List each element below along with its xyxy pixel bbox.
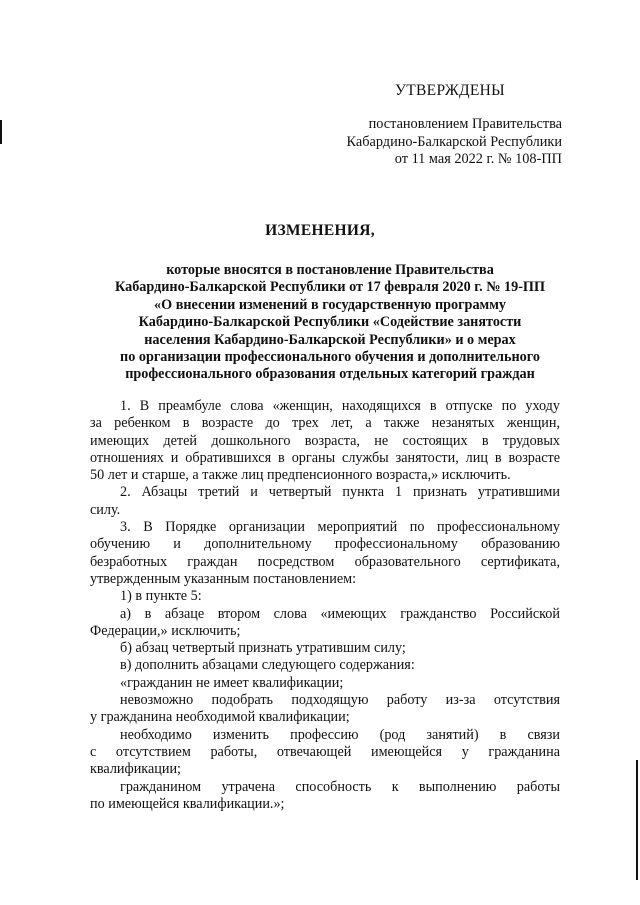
body-line: обучению и дополнительному профессиональному образованию: [90, 536, 560, 553]
subtitle-line: Кабардино-Балкарской Республики от 17 февраля 2020 г. № 19-ПП: [115, 279, 545, 296]
body-line: за ребенком в возрасте до трех лет, а также незанятых женщин,: [90, 415, 560, 432]
body-line: а) в абзаце втором слова «имеющих гражданство Российской: [120, 605, 560, 622]
body-line: по имеющейся квалификации.»;: [90, 795, 285, 812]
body-line: гражданином утрачена способность к выполнению работы: [120, 778, 560, 795]
body-line: отношениях и обратившихся в органы службы занятости, лиц в возрасте: [90, 449, 560, 466]
body-line: имеющих детей дошкольного возраста, не состоящих в трудовых: [90, 432, 560, 449]
document-title: ИЗМЕНЕНИЯ,: [265, 222, 375, 239]
approval-line: Кабардино-Балкарской Республики: [346, 133, 562, 150]
document-body: [90, 398, 560, 813]
body-line: б) абзац четвертый признать утратившим силу;: [120, 640, 406, 657]
subtitle-line: «О внесении изменений в государственную программу: [154, 296, 506, 313]
left-scan-mark: [0, 120, 2, 144]
approval-line: от 11 мая 2022 г. № 108-ПП: [394, 151, 562, 167]
right-scan-mark: [636, 760, 638, 880]
subtitle-line: Кабардино-Балкарской Республики «Содействие занятости: [138, 314, 522, 331]
subtitle-line: профессионального образования отдельных категорий граждан: [125, 366, 535, 383]
body-line: 1. В преамбуле слова «женщин, находящихся в отпуске по уходу: [120, 398, 560, 414]
subtitle-line: населения Кабардино-Балкарской Республики» и о мерах: [144, 331, 516, 348]
body-line: с отсутствием работы, отвечающей имеющейся у гражданина: [90, 743, 560, 760]
approval-line: постановлением Правительства: [368, 116, 562, 132]
body-line: 1) в пункте 5:: [120, 588, 202, 605]
body-line: безработных граждан посредством образовательного сертификата,: [90, 553, 560, 570]
body-line: 50 лет и старше, а также лиц предпенсионного возраста,» исключить.: [90, 467, 511, 484]
body-line: невозможно подобрать подходящую работу из-за отсутствия: [120, 692, 560, 709]
body-line: «гражданин не имеет квалификации;: [120, 674, 344, 691]
body-line: квалификации;: [90, 761, 181, 778]
body-line: 3. В Порядке организации мероприятий по профессиональному: [120, 519, 560, 536]
approved-heading: УТВЕРЖДЕНЫ: [395, 82, 505, 99]
body-line: утвержденным указанным постановлением:: [90, 570, 357, 587]
body-line: в) дополнить абзацами следующего содержания:: [120, 657, 415, 674]
subtitle-line: которые вносятся в постановление Правительства: [166, 262, 494, 278]
body-line: 2. Абзацы третий и четвертый пункта 1 признать утратившими: [120, 484, 560, 501]
document-subtitle: [80, 262, 580, 384]
subtitle-line: по организации профессионального обучения и дополнительного: [120, 349, 540, 366]
body-line: силу.: [90, 501, 121, 518]
body-line: Федерации,» исключить;: [90, 622, 241, 639]
body-line: необходимо изменить профессию (род занятий) в связи: [120, 726, 560, 743]
approval-stamp: [347, 116, 562, 169]
body-line: у гражданина необходимой квалификации;: [90, 709, 350, 726]
